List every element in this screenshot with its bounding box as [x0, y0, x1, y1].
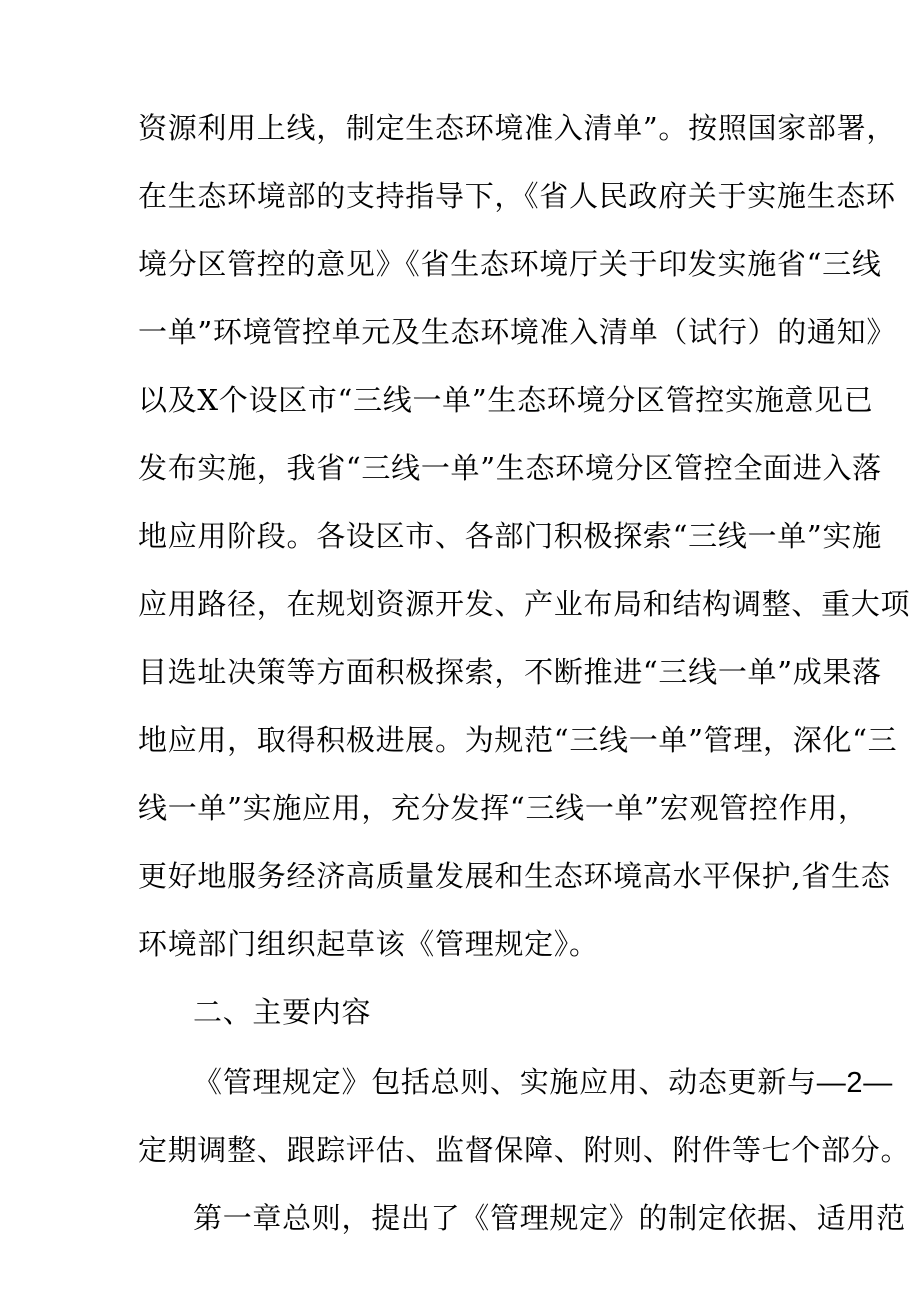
- body-text-line: 在生态环境部的支持指导下，《省人民政府关于实施生态环: [138, 179, 896, 213]
- body-text-line: 应用路径，在规划资源开发、产业布局和结构调整、重大项: [138, 587, 911, 621]
- paragraph-first-line: 第一章总则，提出了《管理规定》的制定依据、适用范: [193, 1201, 906, 1235]
- body-text-line: 以及X个设区市“三线一单”生态环境分区管控实施意见已: [138, 383, 874, 417]
- body-text-line: 境分区管控的意见》《省生态环境厅关于印发实施省“三线: [138, 247, 882, 281]
- body-text-line: 更好地服务经济高质量发展和生态环境高水平保护,省生态: [138, 859, 891, 893]
- body-text-line: 目选址决策等方面积极探索，不断推进“三线一单”成果落: [138, 655, 882, 689]
- body-text-line: 发布实施，我省“三线一单”生态环境分区管控全面进入落: [138, 451, 882, 485]
- body-text-line: 地应用，取得积极进展。为规范“三线一单”管理，深化“三: [138, 723, 898, 757]
- page-number: —2—: [816, 1067, 893, 1099]
- body-text-line: 地应用阶段。各设区市、各部门积极探索“三线一单”实施: [138, 519, 882, 553]
- section-heading: 二、主要内容: [193, 995, 372, 1029]
- body-text-line: 一单”环境管控单元及生态环境准入清单（试行）的通知》: [138, 315, 897, 349]
- body-text-span: 《管理规定》包括总则、实施应用、动态更新与: [193, 1065, 817, 1099]
- body-text-line: 资源利用上线，制定生态环境准入清单”。按照国家部署，: [138, 111, 897, 145]
- body-text-line: 定期调整、跟踪评估、监督保障、附则、附件等七个部分。: [138, 1133, 911, 1167]
- body-text-line: 线一单”实施应用，充分发挥“三线一单”宏观管控作用，: [138, 791, 868, 825]
- paragraph-first-line: [193, 1062, 893, 1103]
- body-text-line: 环境部门组织起草该《管理规定》。: [138, 927, 599, 961]
